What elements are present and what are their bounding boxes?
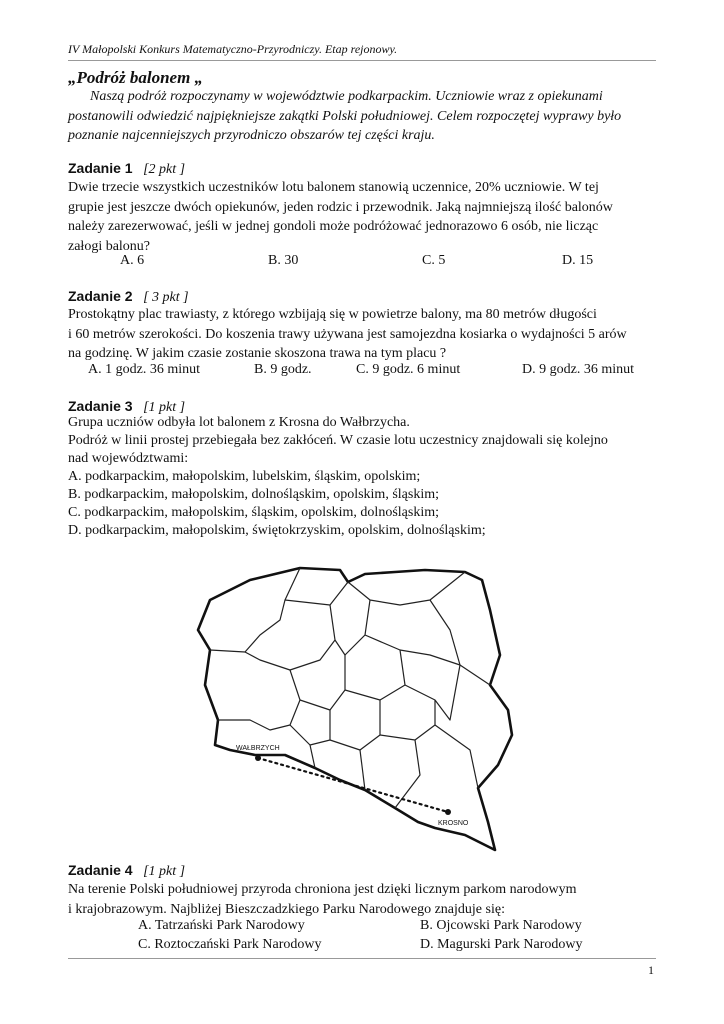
task-points: [1 pkt ] — [143, 400, 186, 415]
task-line: Podróż w linii prostej przebiegała bez zakłóceń. W czasie lotu uczestnicy znajdowali się kolejno — [68, 433, 608, 448]
page-title: „Podróż balonem „ — [68, 68, 204, 87]
voivodeship-borders — [210, 568, 490, 808]
task-line: grupie jest jeszcze dwóch opiekunów, jeden rodzic i przewodnik. Jaką najmniejszą ilość balonów — [68, 199, 613, 215]
answer-option: A. podkarpackim, małopolskim, lubelskim, śląskim, opolskim; — [68, 469, 421, 484]
answer-option: C. podkarpackim, małopolskim, śląskim, opolskim, dolnośląskim; — [68, 505, 439, 520]
task-line: załogi balonu? — [68, 238, 151, 254]
task-points: [1 pkt ] — [143, 864, 186, 879]
answer-option: B. 30 — [268, 253, 299, 268]
answer-option: C. 9 godz. 6 minut — [356, 362, 461, 377]
answer-option: D. 15 — [562, 253, 594, 268]
task-points: [ 3 pkt ] — [143, 290, 189, 305]
task-label: Zadanie 4 — [68, 862, 133, 878]
answer-option: D. Magurski Park Narodowy — [420, 937, 583, 952]
task-line: i krajobrazowym. Najbliżej Bieszczadzkiego Parku Narodowego znajduje się: — [68, 901, 505, 917]
task-1-heading — [68, 160, 185, 178]
task-line: Dwie trzecie wszystkich uczestników lotu balonem stanowią uczennice, 20% uczniowie. W tej — [68, 180, 599, 195]
task-label: Zadanie 3 — [68, 398, 133, 414]
task-1-text — [68, 178, 656, 256]
walbrzych-marker — [255, 755, 261, 761]
answer-option: D. 9 godz. 36 minut — [522, 362, 634, 377]
intro-paragraph — [68, 87, 656, 146]
task-line: Grupa uczniów odbyła lot balonem z Krosna do Wałbrzycha. — [68, 415, 410, 430]
poland-map — [190, 560, 520, 860]
intro-line: poznanie najcenniejszych przyrodniczo obszarów tej części kraju. — [68, 128, 435, 143]
task-4-heading — [68, 862, 185, 880]
route-line — [258, 758, 448, 812]
answer-option: B. 9 godz. — [254, 362, 312, 377]
answer-option: A. Tatrzański Park Narodowy — [138, 918, 305, 933]
answer-option: D. podkarpackim, małopolskim, świętokrzyskim, opolskim, dolnośląskim; — [68, 523, 486, 538]
task-3-text — [68, 414, 656, 540]
krosno-label: KROSNO — [438, 820, 469, 827]
task-4-text — [68, 880, 656, 919]
answer-option: A. 1 godz. 36 minut — [88, 362, 200, 377]
task-2-heading — [68, 288, 189, 306]
answer-option: C. Roztoczański Park Narodowy — [138, 937, 322, 952]
answer-option: C. 5 — [422, 253, 446, 268]
task-line: Prostokątny plac trawiasty, z którego wzbijają się w powietrze balony, ma 80 metrów długości — [68, 307, 597, 322]
task-line: nad województwami: — [68, 451, 189, 466]
page-number: 1 — [648, 963, 654, 977]
answer-option: A. 6 — [120, 253, 145, 268]
task-label: Zadanie 1 — [68, 160, 133, 176]
task-label: Zadanie 2 — [68, 288, 133, 304]
task-2-text — [68, 305, 656, 364]
header-divider — [68, 60, 656, 61]
krosno-marker — [445, 809, 451, 815]
task-line: należy zarezerwować, jeśli w jednej gondoli może podróżować jednorazowo 6 osób, nie licząc — [68, 219, 599, 234]
answer-option: B. Ojcowski Park Narodowy — [420, 918, 582, 933]
country-outline — [198, 568, 512, 850]
task-line: Na terenie Polski południowej przyroda chroniona jest dzięki licznym parkom narodowym — [68, 882, 577, 897]
walbrzych-label: WAŁBRZYCH — [236, 745, 280, 752]
intro-line: postanowili odwiedzić najpiękniejsze zakątki Polski południowej. Celem rozpoczętej wyprawy było — [68, 108, 622, 124]
footer-divider — [68, 958, 656, 959]
intro-line: Naszą podróż rozpoczynamy w województwie podkarpackim. Uczniowie wraz z opiekunami — [90, 89, 603, 104]
task-line: na godzinę. W jakim czasie zostanie skoszona trawa na tym placu ? — [68, 346, 447, 361]
task-line: i 60 metrów szerokości. Do koszenia trawy używana jest samojezdna kosiarka o wydajności 5 arów — [68, 326, 627, 342]
task-points: [2 pkt ] — [143, 162, 186, 177]
page-header: IV Małopolski Konkurs Matematyczno-Przyrodniczy. Etap rejonowy. — [68, 42, 398, 56]
answer-option: B. podkarpackim, małopolskim, dolnośląskim, opolskim, śląskim; — [68, 487, 439, 502]
